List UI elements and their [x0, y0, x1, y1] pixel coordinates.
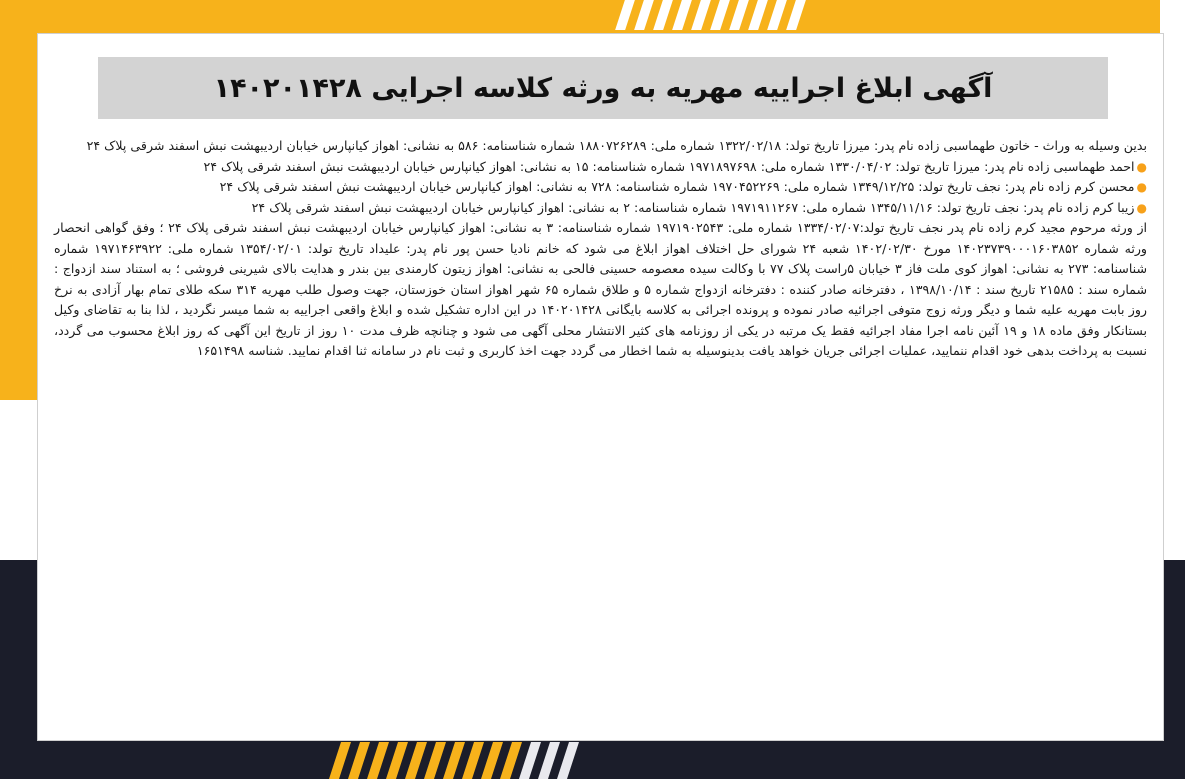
title-bar: [98, 57, 1108, 119]
paragraph-text: از ورثه مرحوم مجید کرم زاده نام پدر نجف تاریخ تولد:۱۳۳۴/۰۲/۰۷ شماره ملی: ۱۹۷۱۹۰۲۵۴۳ شماره شناسنامه: ۳ به نشانی: اهواز کیانپارس خیابان اردیبهشت نبش اسفند شرقی پلاک ۲۴ ؛ وفق گواهی انحصار ورثه شماره ۱۴۰۲۳۷۳۹۰۰۰۱۶۰۳۸۵۲ مورخ ۱۴۰۲/۰۲/۳۰ شعبه ۲۴ شورای حل اختلاف اهواز ابلاغ می شود که خانم نادیا حسن پور نام پدر: علیداد تاریخ تولد: ۱۳۵۴/۰۲/۰۱ شماره ملی: ۱۹۷۱۴۶۳۹۲۲ شماره شناسنامه: ۲۷۳ به نشانی: اهواز کوی ملت فاز ۳ خیابان ۵راست پلاک ۷۷ با وکالت سیده معصومه حسینی فالحی به نشانی: اهواز زیتون کارمندی بین بندر و هدایت بالای شیرینی فروشی ؛ به استناد سند ازدواج : شماره سند : ۲۱۵۸۵ تاریخ سند : ۱۳۹۸/۱۰/۱۴ ، دفترخانه صادر کننده : دفترخانه ازدواج شماره ۵ و طلاق شماره ۶۵ شهر اهواز استان خوزستان، جهت وصول طلب مهریه ۳۱۴ سکه طلای تمام بهار آزادی به نرخ روز بابت مهریه علیه شما و دیگر ورثه زوج متوفی اجرائیه صادر نموده و پرونده اجرائی به کلاسه بایگانی ۱۴۰۲۰۱۴۲۸ در این اداره تشکیل شده و ابلاغ واقعی اجراییه به شما میسر نگردید ، لذا بنا به تقاضای وکیل بستانکار وفق ماده ۱۸ و ۱۹ آئین نامه اجرا مفاد اجرائیه فقط یک مرتبه در یکی از روزنامه های کثیر الانتشار محلی آگهی می شود و چنانچه ظرف مدت ۱۰ روز از تاریخ این آگهی که روز ابلاغ محسوب می گردد، نسبت به پرداخت بدهی خود اقدام ننمایید، عملیات اجرائی جریان خواهد یافت بدینوسیله به شما اخطار می گردد جهت اخذ کاربری و ثبت نام در سامانه ثنا اقدام نمایید. شناسه ۱۶۵۱۴۹۸: [54, 220, 1148, 358]
paragraph-heir: [54, 198, 1147, 219]
paragraph-text: زیبا کرم زاده نام پدر: نجف تاریخ تولد: ۱۳۴۵/۱۱/۱۶ شماره ملی: ۱۹۷۱۹۱۱۲۶۷ شماره شناسنامه: ۲ به نشانی: اهواز کیانپارس خیابان اردیبهشت نبش اسفند شرقی پلاک ۲۴: [251, 199, 1135, 215]
decorative-stripes-bottom: [335, 742, 573, 779]
bullet-icon: ●: [1136, 159, 1147, 174]
paragraph-text: احمد طهماسبی زاده نام پدر: میرزا تاریخ تولد: ۱۳۳۰/۰۴/۰۲ شماره ملی: ۱۹۷۱۸۹۷۶۹۸ شماره شناسنامه: ۱۵ به نشانی: اهواز کیانپارس خیابان اردیبهشت نبش اسفند شرقی پلاک ۲۴: [203, 158, 1135, 174]
bullet-icon: ●: [1136, 180, 1147, 194]
paragraph-main-notice: [54, 218, 1147, 362]
paragraph-heir: [54, 177, 1147, 198]
bullet-icon: ●: [1136, 200, 1147, 215]
notice-body: [54, 136, 1147, 362]
notice-card: [37, 33, 1164, 741]
paragraph-text: محسن کرم زاده نام پدر: نجف تاریخ تولد: ۱۳۴۹/۱۲/۲۵ شماره ملی: ۱۹۷۰۴۵۲۲۶۹ شماره شناسنامه: ۷۲۸ به نشانی: اهواز کیانپارس خیابان اردیبهشت نبش اسفند شرقی پلاک ۲۴: [219, 179, 1135, 194]
paragraph-text: بدین وسیله به وراث - خاتون طهماسبی زاده نام پدر: میرزا تاریخ تولد: ۱۳۲۲/۰۲/۱۸ شماره ملی: ۱۸۸۰۷۲۶۲۸۹ شماره شناسنامه: ۵۸۶ به نشانی: اهواز کیانپارس خیابان اردیبهشت نبش اسفند شرقی پلاک ۲۴: [86, 138, 1147, 153]
paragraph-heirs-intro: [54, 136, 1147, 157]
notice-title: آگهی ابلاغ اجراییه مهریه به ورثه کلاسه اجرایی ۱۴۰۲۰۱۴۲۸: [213, 72, 993, 104]
decorative-stripes-top: [620, 0, 801, 30]
paragraph-heir: [54, 157, 1147, 178]
